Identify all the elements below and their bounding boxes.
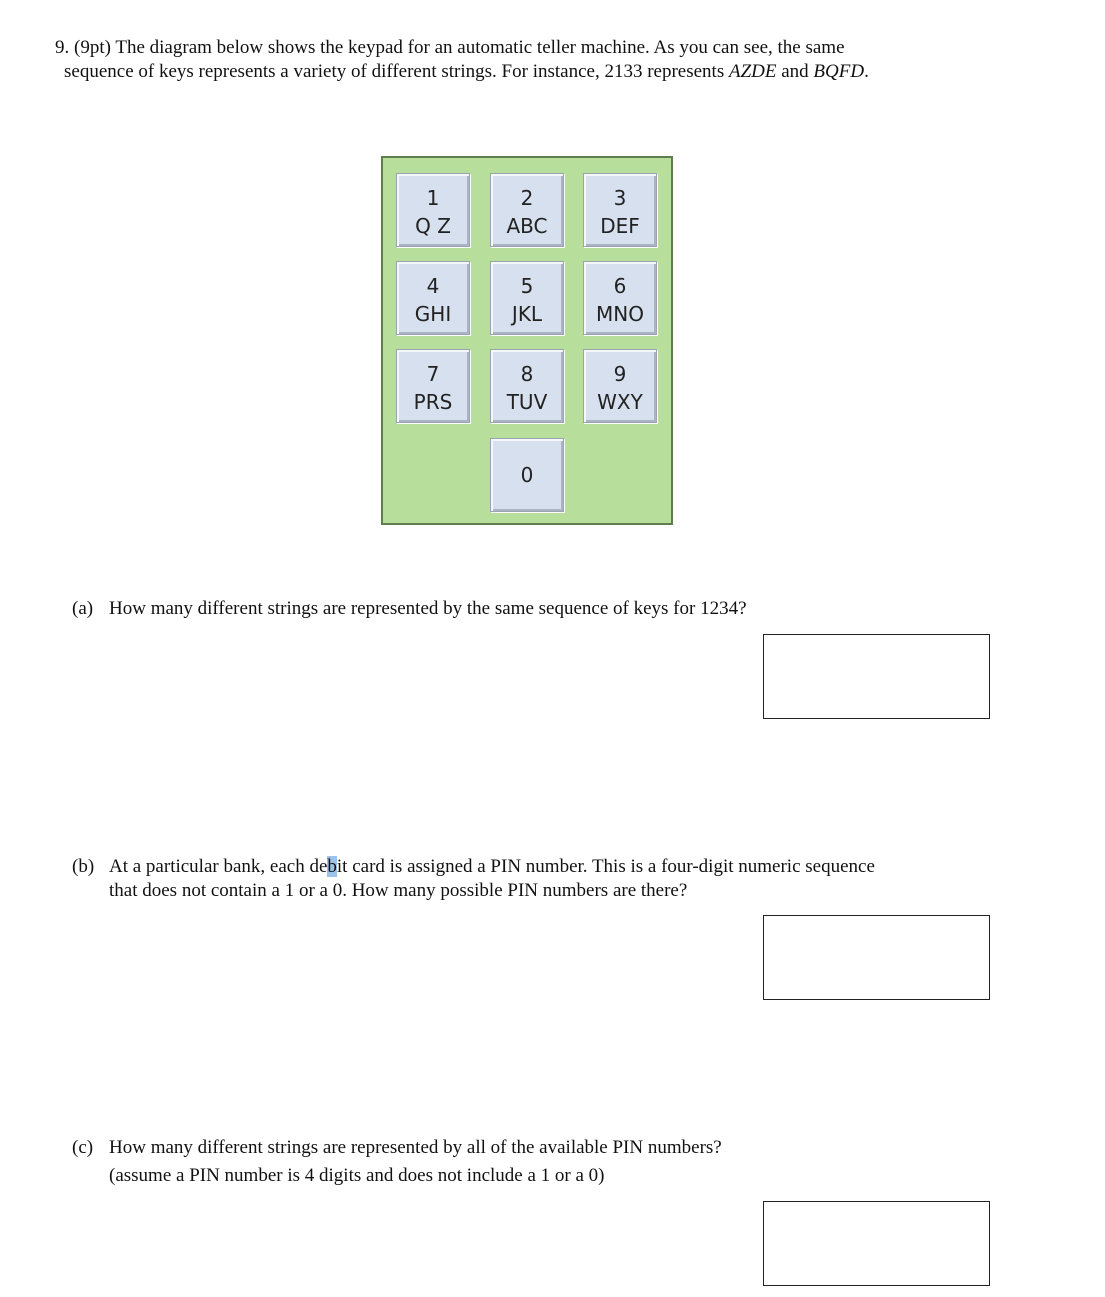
key-6	[583, 261, 657, 335]
example-string-1: AZDE	[728, 61, 777, 82]
key-letters: WXY	[597, 390, 643, 414]
example-period: .	[864, 61, 869, 82]
key-7	[396, 349, 470, 423]
problem-line-2	[55, 60, 995, 84]
key-1	[396, 173, 470, 247]
key-letters: JKL	[511, 302, 543, 326]
key-letters: TUV	[506, 390, 548, 414]
problem-line-1-text: The diagram below shows the keypad for an automatic teller machine. As you can see, the same	[115, 37, 845, 58]
question-c-text	[109, 1136, 1009, 1188]
key-digit: 2	[520, 186, 534, 210]
example-conjunction: and	[781, 61, 809, 82]
question-b-line-1-post: it card is assigned a PIN number. This is a four-digit numeric sequence	[336, 856, 875, 877]
key-digit: 0	[520, 463, 534, 487]
problem-statement	[55, 36, 995, 84]
question-c-label: (c)	[72, 1137, 94, 1158]
answer-box-c[interactable]	[763, 1201, 990, 1286]
key-letters: GHI	[414, 302, 452, 326]
key-letters: PRS	[413, 390, 453, 414]
key-digit: 6	[613, 274, 627, 298]
key-digit: 5	[520, 274, 534, 298]
answer-box-b[interactable]	[763, 915, 990, 1000]
problem-points: (9pt)	[74, 37, 111, 58]
key-digit: 8	[520, 362, 534, 386]
key-2	[490, 173, 564, 247]
question-b-line-1-pre: At a particular bank, each de	[109, 856, 328, 877]
key-letters: ABC	[506, 214, 548, 238]
question-b-line-2: that does not contain a 1 or a 0. How many possible PIN numbers are there?	[109, 880, 688, 901]
key-3	[583, 173, 657, 247]
question-b-line-1	[109, 855, 1009, 879]
problem-number: 9.	[55, 37, 70, 58]
key-letters: DEF	[600, 214, 640, 238]
key-letters: Q Z	[415, 214, 451, 238]
key-digit: 4	[426, 274, 440, 298]
question-c-line-1: How many different strings are represented by all of the available PIN numbers?	[109, 1137, 722, 1158]
key-digit: 1	[426, 186, 440, 210]
question-b-label: (b)	[72, 856, 95, 877]
key-digit: 7	[426, 362, 440, 386]
key-9	[583, 349, 657, 423]
question-a-text: How many different strings are represented by the same sequence of keys for 1234?	[109, 598, 747, 619]
answer-box-a[interactable]	[763, 634, 990, 719]
key-digit: 9	[613, 362, 627, 386]
key-digit: 3	[613, 186, 627, 210]
atm-keypad	[381, 156, 673, 525]
question-c-line-2: (assume a PIN number is 4 digits and does not include a 1 or a 0)	[109, 1165, 605, 1186]
problem-line-1	[55, 36, 995, 60]
key-8	[490, 349, 564, 423]
key-4	[396, 261, 470, 335]
key-letters: MNO	[596, 302, 644, 326]
key-5	[490, 261, 564, 335]
problem-line-2-text: sequence of keys represents a variety of different strings. For instance, 2133 represents	[64, 61, 725, 82]
text-selection-highlight: b	[327, 856, 337, 877]
question-b-text	[109, 855, 1009, 903]
key-0	[490, 438, 564, 512]
question-a-label: (a)	[72, 598, 94, 619]
example-string-2: BQFD	[813, 61, 865, 82]
